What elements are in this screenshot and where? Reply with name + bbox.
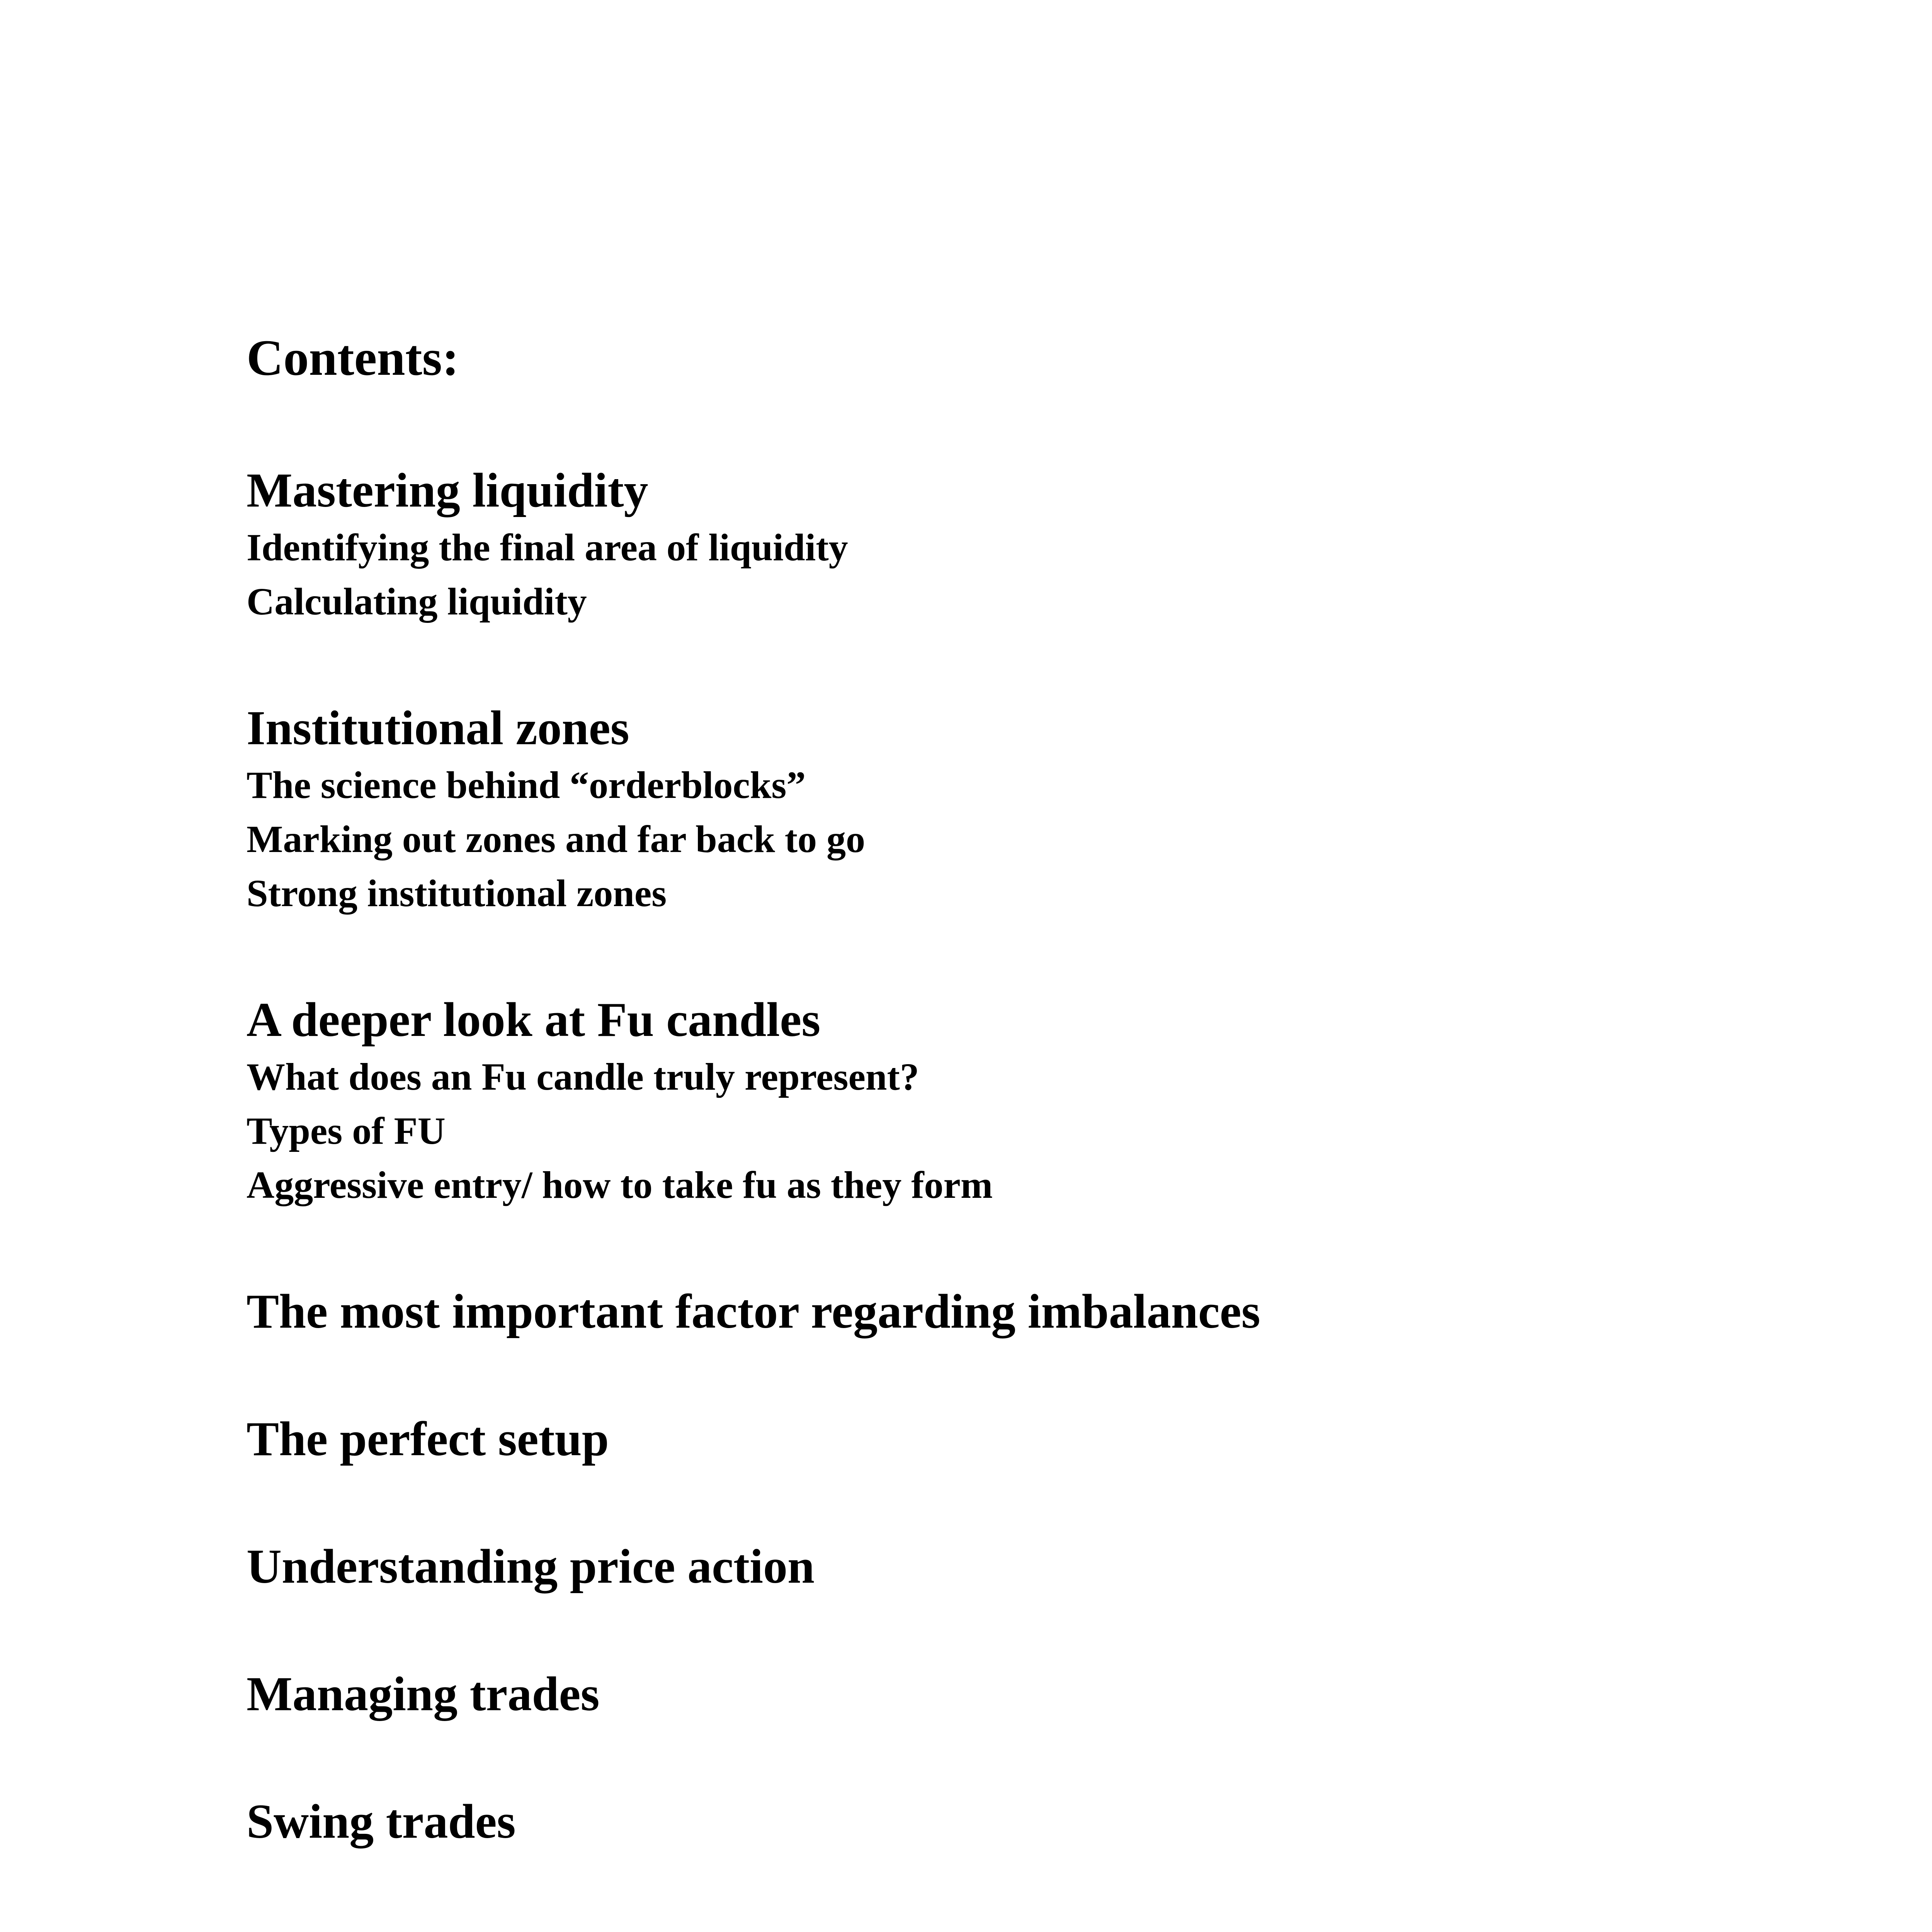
- toc-section-swing-trades: [247, 1792, 1908, 1852]
- toc-sub-item: Identifying the final area of liquidity: [247, 526, 848, 569]
- toc-section-fu-candles: [247, 990, 1908, 1212]
- toc-sub-item: Calculating liquidity: [247, 580, 587, 623]
- toc-sub-item: Strong institutional zones: [247, 872, 667, 915]
- toc-section-managing-trades: [247, 1664, 1908, 1724]
- toc-section-institutional-zones: [247, 698, 1908, 920]
- toc-sub-item: Types of FU: [247, 1109, 446, 1152]
- contents-heading: Contents:: [247, 329, 459, 386]
- toc-section-title: The most important factor regarding imbalances: [247, 1285, 1260, 1338]
- toc-section-perfect-setup: [247, 1409, 1908, 1469]
- toc-section-price-action: [247, 1537, 1908, 1597]
- toc-section-title: A deeper look at Fu candles: [247, 993, 821, 1047]
- toc-sub-item: Marking out zones and far back to go: [247, 818, 866, 861]
- toc-sub-item: The science behind “orderblocks”: [247, 764, 806, 806]
- toc-sub-item: What does an Fu candle truly represent?: [247, 1055, 919, 1098]
- table-of-contents: [247, 329, 1908, 1919]
- toc-section-title: The perfect setup: [247, 1412, 609, 1466]
- toc-section-mastering-liquidity: [247, 461, 1908, 629]
- toc-section-imbalances: [247, 1282, 1908, 1342]
- toc-section-title: Mastering liquidity: [247, 464, 648, 517]
- toc-section-title: Managing trades: [247, 1667, 600, 1721]
- toc-section-title: Understanding price action: [247, 1540, 815, 1594]
- toc-sub-item: Aggressive entry/ how to take fu as they form: [247, 1163, 993, 1206]
- toc-section-title: Swing trades: [247, 1795, 516, 1849]
- toc-section-title: Institutional zones: [247, 701, 629, 755]
